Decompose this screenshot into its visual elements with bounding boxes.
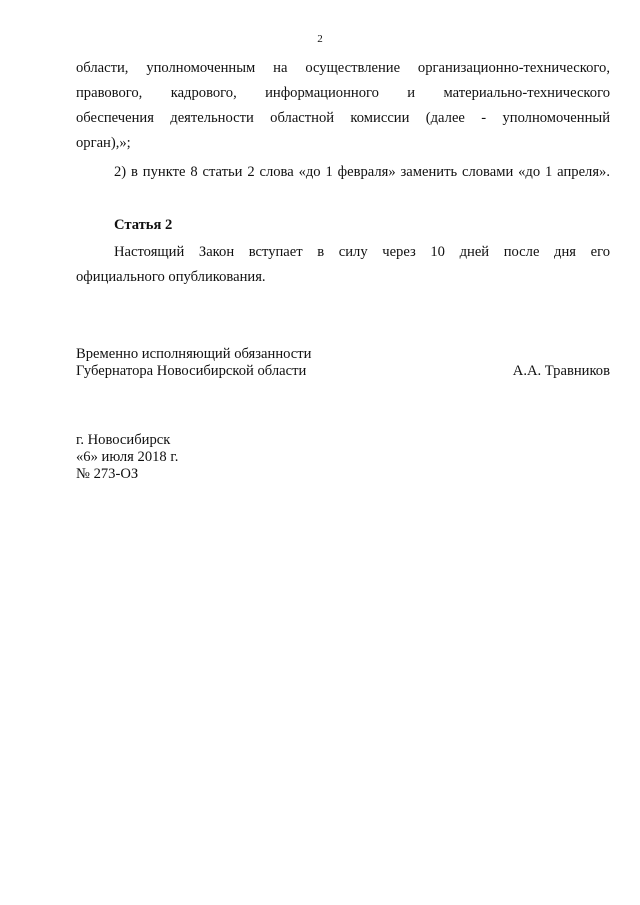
paragraph-line: Настоящий Закон вступает в силу через 10 дней после дня его xyxy=(114,244,610,260)
paragraph-line: официального опубликования. xyxy=(76,269,266,285)
city: г. Новосибирск xyxy=(76,432,171,448)
paragraph-line: области, уполномоченным на осуществление организационно-технического, xyxy=(76,60,610,76)
item-2-paragraph xyxy=(76,160,610,185)
paragraph-line: орган),»; xyxy=(76,135,131,151)
signatory-title-line-2: Губернатора Новосибирской области xyxy=(76,363,307,379)
continuation-paragraph xyxy=(76,56,610,156)
law-number: № 273-ОЗ xyxy=(76,466,139,482)
signatory-name: А.А. Травников xyxy=(512,363,610,379)
page-number: 2 xyxy=(317,33,323,45)
article-2-paragraph xyxy=(76,240,610,290)
document-footer xyxy=(76,432,178,483)
article-2-heading: Статья 2 xyxy=(114,217,173,233)
signature-block xyxy=(76,346,610,380)
paragraph-line: обеспечения деятельности областной комиссии (далее - уполномоченный xyxy=(76,110,610,126)
signatory-title-line-1: Временно исполняющий обязанности xyxy=(76,346,312,362)
date: «6» июля 2018 г. xyxy=(76,449,179,465)
item-2-text: 2) в пункте 8 статьи 2 слова «до 1 февраля» заменить словами «до 1 апреля». xyxy=(114,164,610,180)
paragraph-line: правового, кадрового, информационного и материально-технического xyxy=(76,85,610,101)
